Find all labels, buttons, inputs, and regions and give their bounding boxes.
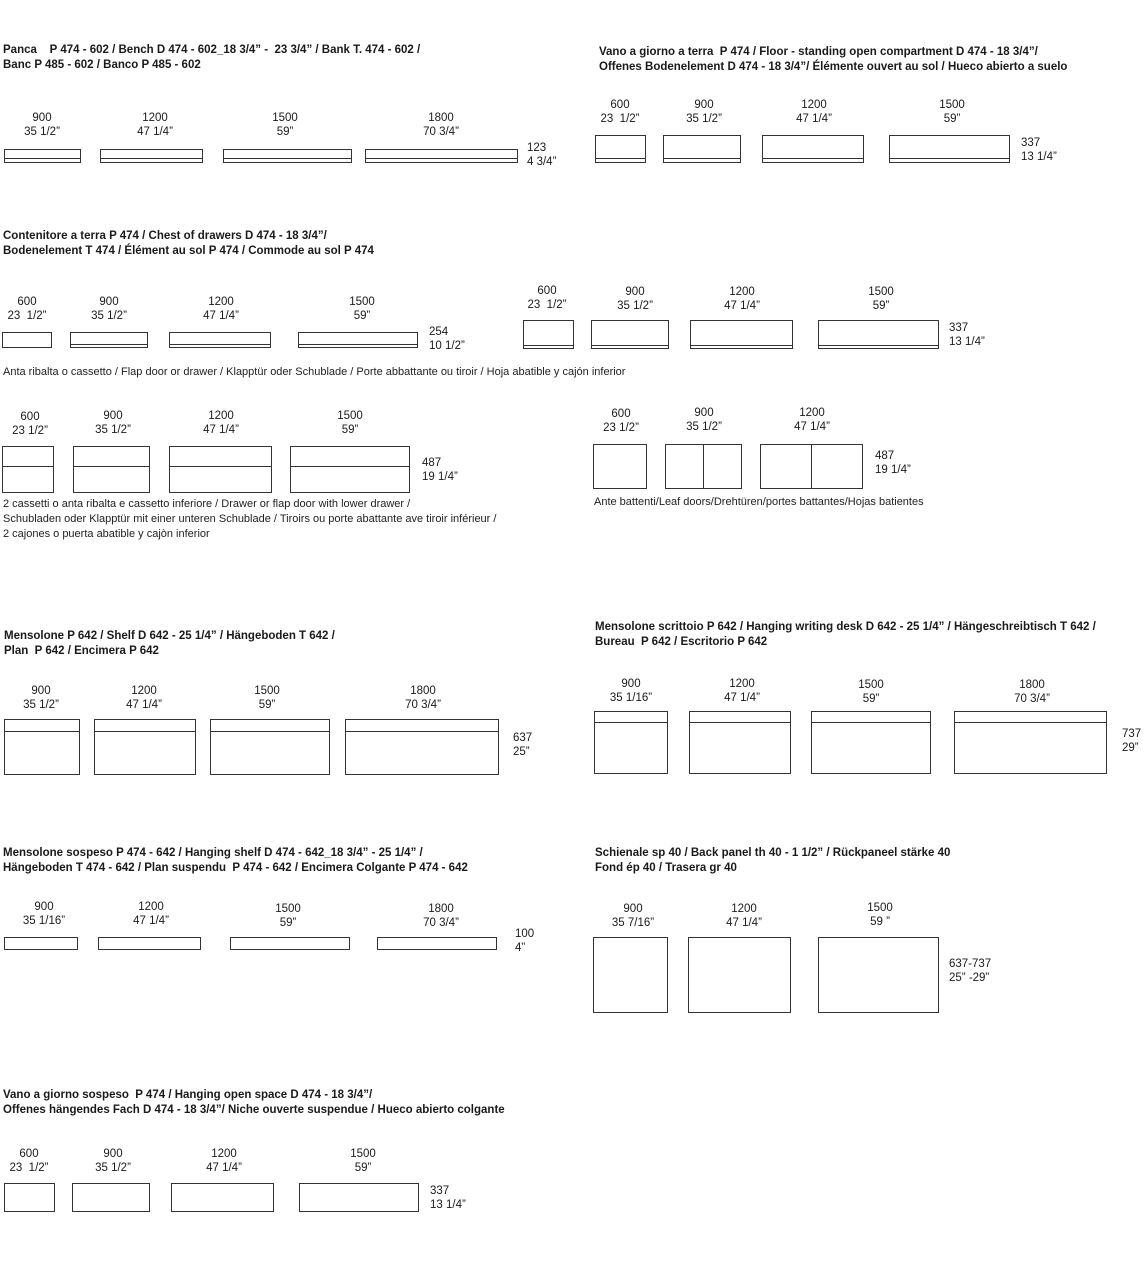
width-label: 900 35 1/2” bbox=[617, 286, 653, 312]
width-label: 900 35 1/16” bbox=[609, 678, 653, 704]
module-outline bbox=[100, 149, 203, 163]
module-outline bbox=[818, 320, 939, 349]
section-caption: Anta ribalta o cassetto / Flap door or drawer / Klapptür oder Schublade / Porte abbattante ou tiroir / Hoja abatible y cajón inferior bbox=[3, 366, 626, 378]
width-label: 900 35 1/2” bbox=[95, 1148, 131, 1174]
section-title: Schienale sp 40 / Back panel th 40 - 1 1/2” / Rückpaneel stärke 40 Fond ép 40 / Trasera gr 40 bbox=[595, 847, 951, 874]
width-label: 1200 47 1/4” bbox=[724, 678, 760, 704]
module-outline bbox=[70, 332, 148, 348]
module-outline bbox=[688, 937, 791, 1013]
width-label: 1500 59” bbox=[858, 679, 884, 705]
width-label: 900 35 1/2” bbox=[95, 410, 131, 436]
module-outline bbox=[223, 149, 352, 163]
module-outline bbox=[818, 937, 939, 1013]
module-outline bbox=[169, 446, 272, 493]
module-outline bbox=[593, 937, 668, 1013]
width-label: 1200 47 1/4” bbox=[206, 1148, 242, 1174]
width-label: 1200 47 1/4” bbox=[794, 407, 830, 433]
module-outline bbox=[345, 719, 499, 775]
width-label: 1800 70 3/4” bbox=[1014, 679, 1050, 705]
width-label: 1500 59” bbox=[272, 112, 298, 138]
module-outline bbox=[591, 320, 669, 349]
width-label: 1200 47 1/4” bbox=[724, 286, 760, 312]
section-title: Mensolone scrittoio P 642 / Hanging writing desk D 642 - 25 1/4” / Hängeschreibtisch T 642 / Bureau P 642 / Escritorio P 642 bbox=[595, 621, 1096, 648]
module-outline bbox=[4, 937, 78, 950]
module-outline bbox=[290, 446, 410, 493]
width-label: 1200 47 1/4” bbox=[796, 99, 832, 125]
module-outline bbox=[595, 135, 646, 163]
section-title: Mensolone P 642 / Shelf D 642 - 25 1/4” / Hängeboden T 642 / Plan P 642 / Encimera P 642 bbox=[4, 630, 335, 657]
module-outline bbox=[72, 1183, 150, 1212]
module-outline bbox=[663, 135, 741, 163]
height-label: 737 29” bbox=[1122, 728, 1142, 754]
module-outline bbox=[811, 711, 931, 774]
module-outline bbox=[690, 320, 793, 349]
width-label: 600 23 1/2” bbox=[7, 296, 47, 322]
width-label: 1500 59” bbox=[254, 685, 280, 711]
module-outline bbox=[73, 446, 150, 493]
width-label: 1800 70 3/4” bbox=[423, 903, 459, 929]
module-outline bbox=[230, 937, 350, 950]
width-label: 1500 59” bbox=[868, 286, 894, 312]
section-caption: 2 cassetti o anta ribalta e cassetto inferiore / Drawer or flap door with lower drawer / Schubladen oder Klapptür mit einer unteren Schublade / Tiroirs ou porte abattante ave tiroir inférieur / 2 cajones o puerta abatible y cajòn inferior bbox=[3, 498, 497, 540]
module-outline bbox=[594, 711, 668, 774]
width-label: 1500 59” bbox=[939, 99, 965, 125]
width-label: 600 23 1/2” bbox=[603, 408, 639, 434]
module-outline bbox=[169, 332, 271, 348]
width-label: 900 35 1/2” bbox=[686, 407, 722, 433]
width-label: 1200 47 1/4” bbox=[133, 901, 169, 927]
height-label: 254 10 1/2” bbox=[429, 326, 465, 352]
module-outline bbox=[377, 937, 497, 950]
module-outline bbox=[889, 135, 1010, 163]
height-label: 487 19 1/4” bbox=[422, 457, 458, 483]
width-label: 1200 47 1/4” bbox=[203, 410, 239, 436]
module-outline bbox=[954, 711, 1107, 774]
height-label: 337 13 1/4” bbox=[430, 1185, 466, 1211]
height-label: 123 4 3/4” bbox=[527, 142, 557, 168]
height-label: 487 19 1/4” bbox=[875, 450, 911, 476]
module-outline bbox=[298, 332, 418, 348]
module-outline bbox=[523, 320, 574, 349]
module-outline bbox=[4, 1183, 55, 1212]
width-label: 900 35 1/2” bbox=[23, 685, 59, 711]
width-label: 900 35 1/2” bbox=[686, 99, 722, 125]
width-label: 1800 70 3/4” bbox=[405, 685, 441, 711]
width-label: 1200 47 1/4” bbox=[203, 296, 239, 322]
width-label: 1500 59” bbox=[349, 296, 375, 322]
module-outline bbox=[4, 149, 81, 163]
section-title: Panca P 474 - 602 / Bench D 474 - 602_18 3/4” - 23 3/4” / Bank T. 474 - 602 / Banc P 485 - 602 / Banco P 485 - 602 bbox=[3, 44, 421, 71]
module-outline bbox=[94, 719, 196, 775]
module-outline bbox=[98, 937, 201, 950]
width-label: 600 23 1/2” bbox=[600, 99, 640, 125]
width-label: 1200 47 1/4” bbox=[726, 903, 762, 929]
module-outline bbox=[171, 1183, 274, 1212]
section-caption: Ante battenti/Leaf doors/Drehtüren/portes battantes/Hojas batientes bbox=[594, 496, 924, 508]
module-outline bbox=[4, 719, 80, 775]
section-title: Vano a giorno a terra P 474 / Floor - standing open compartment D 474 - 18 3/4”/ Offenes Bodenelement D 474 - 18 3/4”/ Élémente ouvert au sol / Hueco abierto a suelo bbox=[599, 46, 1068, 73]
width-label: 600 23 1/2” bbox=[527, 285, 567, 311]
width-label: 600 23 1/2” bbox=[9, 1148, 49, 1174]
height-label: 637 25” bbox=[513, 732, 533, 758]
section-title: Vano a giorno sospeso P 474 / Hanging open space D 474 - 18 3/4”/ Offenes hängendes Fach D 474 - 18 3/4”/ Niche ouverte suspendue / Hueco abierto colgante bbox=[3, 1089, 505, 1116]
section-title: Contenitore a terra P 474 / Chest of drawers D 474 - 18 3/4”/ Bodenelement T 474 / Élément au sol P 474 / Commode au sol P 474 bbox=[3, 230, 374, 257]
width-label: 1500 59” bbox=[275, 903, 301, 929]
module-outline bbox=[2, 446, 54, 493]
width-label: 1800 70 3/4” bbox=[423, 112, 459, 138]
height-label: 337 13 1/4” bbox=[1021, 137, 1057, 163]
height-label: 337 13 1/4” bbox=[949, 322, 985, 348]
width-label: 1500 59 ” bbox=[867, 902, 893, 928]
module-outline bbox=[665, 444, 742, 489]
module-outline bbox=[299, 1183, 419, 1212]
width-label: 900 35 7/16” bbox=[611, 903, 655, 929]
module-outline bbox=[2, 332, 52, 348]
width-label: 1500 59” bbox=[350, 1148, 376, 1174]
module-outline bbox=[210, 719, 330, 775]
width-label: 900 35 1/16” bbox=[22, 901, 66, 927]
width-label: 900 35 1/2” bbox=[24, 112, 60, 138]
module-outline bbox=[365, 149, 518, 163]
width-label: 1200 47 1/4” bbox=[137, 112, 173, 138]
height-label: 100 4” bbox=[515, 928, 535, 954]
module-outline bbox=[762, 135, 864, 163]
width-label: 1200 47 1/4” bbox=[126, 685, 162, 711]
section-title: Mensolone sospeso P 474 - 642 / Hanging shelf D 474 - 642_18 3/4” - 25 1/4” / Hängeboden T 474 - 642 / Plan suspendu P 474 - 642 / Encimera Colgante P 474 - 642 bbox=[3, 847, 468, 874]
width-label: 1500 59” bbox=[337, 410, 363, 436]
width-label: 900 35 1/2” bbox=[91, 296, 127, 322]
module-outline bbox=[689, 711, 791, 774]
width-label: 600 23 1/2” bbox=[12, 411, 48, 437]
height-label: 637-737 25” -29” bbox=[949, 958, 992, 984]
module-outline bbox=[760, 444, 863, 489]
module-outline bbox=[593, 444, 647, 489]
